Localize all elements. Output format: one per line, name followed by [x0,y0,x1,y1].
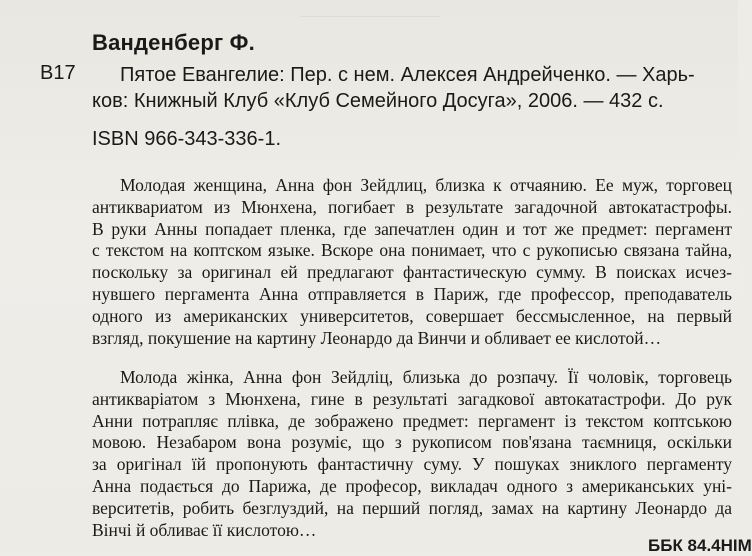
text-line: Анна подається до Парижа, де професор, викладач одного з американських уні- [92,475,732,496]
entry-line: Пятое Евангелие: Пер. с нем. Алексея Андрейченко. — Харь- [120,64,695,86]
text-line: одного из американских университетов, совершает бессмысленное, на первый [92,305,732,326]
annotation-ukrainian [92,367,732,541]
page-top-edge [300,0,440,17]
text-line: антикваріатом з Мюнхена, гине в результаті загадкової автокатастрофи. До рук [92,388,732,409]
entry-line: ков: Книжный Клуб «Клуб Семейного Досуга», 2006. — 432 с. [92,90,664,112]
text-line: В руки Анны попадает пленка, где запечатлен один и тот же предмет: пергамент [92,218,732,239]
classification-code: В17 [40,62,76,84]
author-name: Ванденберг Ф. [92,30,255,55]
text-line: Молода жінка, Анна фон Зейдліц, близька до розпачу. Її чоловік, торговець [120,367,732,387]
text-line: поскольку за оригинал ей предлагают фантастическую сумму. В поисках исчез- [92,262,732,283]
text-line: взгляд, покушение на картину Леонардо да Винчи и обливает ее кислотой… [92,327,662,348]
text-line: с текстом на коптском языке. Вскоре она понимает, что с рукописью связана тайна, [92,240,732,261]
annotation-russian [92,175,732,349]
text-line: Анни потрапляє плівка, де зображено предмет: пергамент із текстом коптською [92,410,732,431]
text-line: Вінчі й обливає її кислотою… [92,519,317,540]
text-line: Молодая женщина, Анна фон Зейдлиц, близка к отчаянию. Ее муж, торговец [120,175,732,195]
bibliographic-entry [92,62,730,114]
bbk-code: ББК 84.4НІМ [648,536,752,555]
text-line: за оригінал їй пропонують фантастичну суму. У пошуках зниклого пергаменту [92,454,732,475]
isbn: ISBN 966-343-336-1. [92,128,282,150]
text-line: антиквариатом из Мюнхена, погибает в результате загадочной автокатастрофы. [92,196,732,217]
text-line: мовою. Незабаром вона розуміє, що з рукописом пов'язана таємниця, оскільки [92,432,732,453]
text-line: верситетів, робить безглуздий, на перший погляд, замах на картину Леонардо да [92,497,732,518]
text-line: нувшего пергамента Анна отправляется в Париж, где профессор, преподаватель [92,283,732,304]
